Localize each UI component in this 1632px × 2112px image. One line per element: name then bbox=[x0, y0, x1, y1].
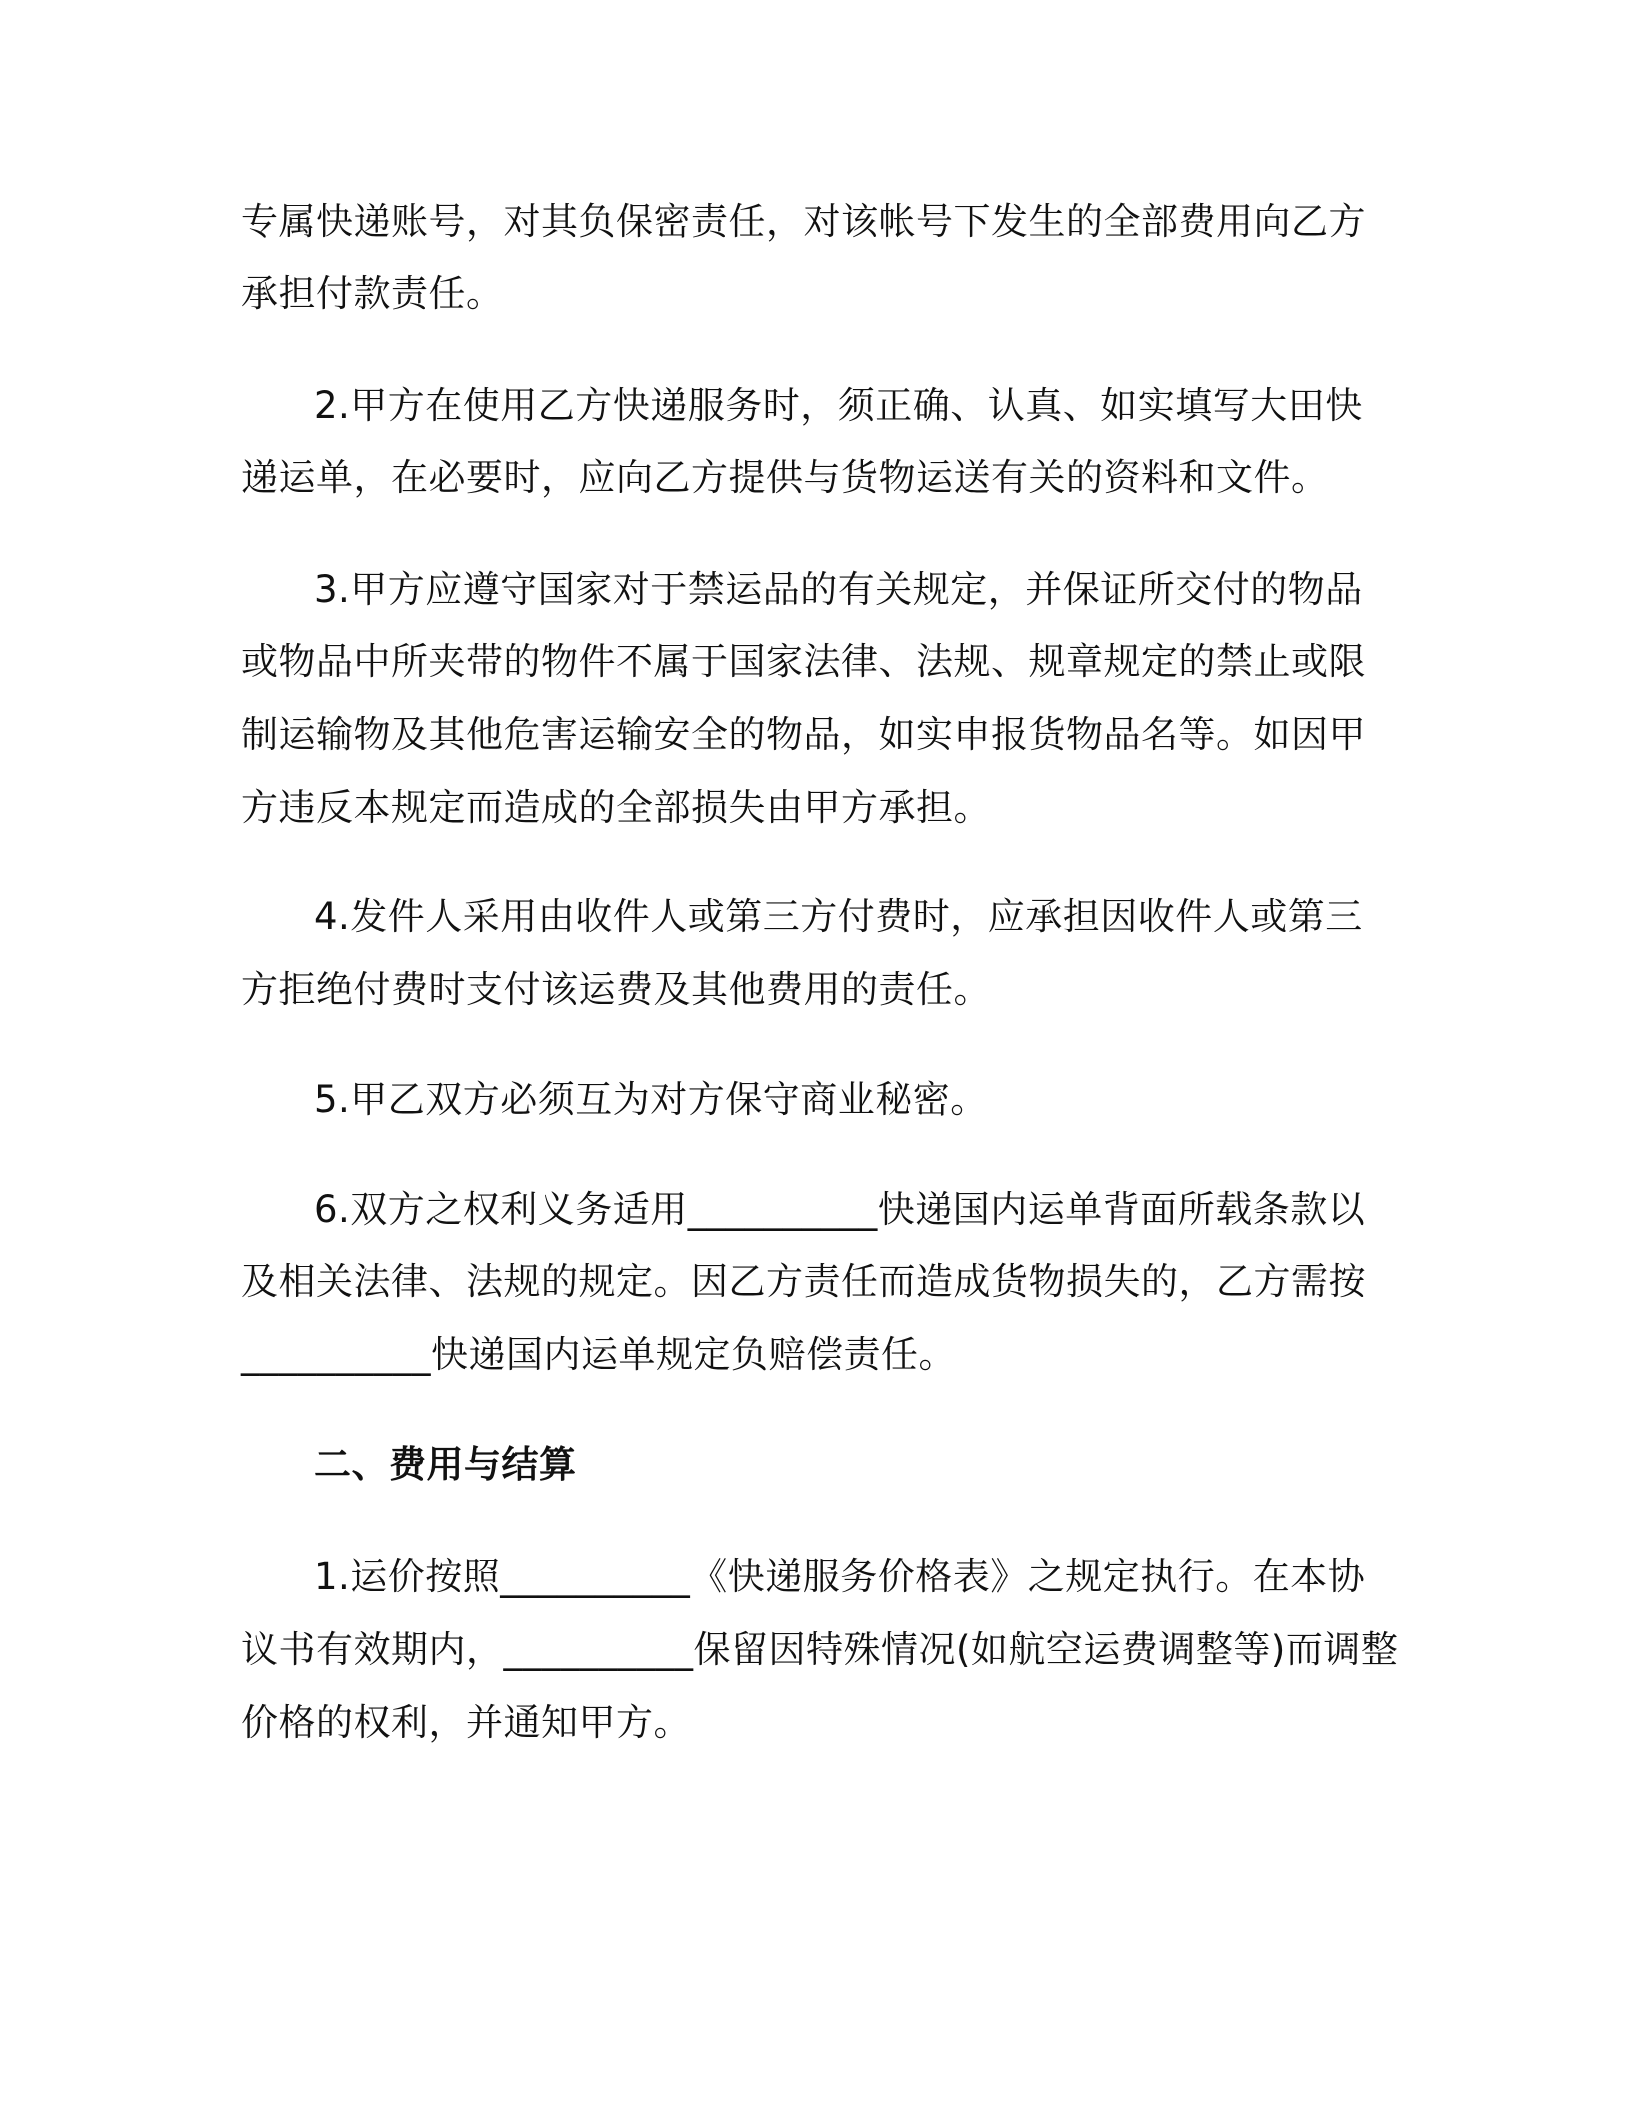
text-line: 制运输物及其他危害运输安全的物品，如实申报货物品名等。如因甲 bbox=[241, 713, 1366, 756]
text-line: __________快递国内运单规定负赔偿责任。 bbox=[241, 1333, 956, 1376]
text-line: 5.甲乙双方必须互为对方保守商业秘密。 bbox=[314, 1078, 988, 1121]
text-line: 专属快递账号，对其负保密责任，对该帐号下发生的全部费用向乙方 bbox=[241, 200, 1366, 243]
section-heading: 二、费用与结算 bbox=[314, 1443, 577, 1486]
text-line: 价格的权利，并通知甲方。 bbox=[241, 1701, 691, 1744]
text-line: 方拒绝付费时支付该运费及其他费用的责任。 bbox=[241, 968, 991, 1011]
text-line: 承担付款责任。 bbox=[241, 272, 504, 315]
text-line: 6.双方之权利义务适用__________快递国内运单背面所载条款以 bbox=[314, 1188, 1366, 1231]
text-line: 递运单，在必要时，应向乙方提供与货物运送有关的资料和文件。 bbox=[241, 456, 1329, 499]
text-line: 2.甲方在使用乙方快递服务时，须正确、认真、如实填写大田快 bbox=[314, 384, 1363, 427]
text-line: 1.运价按照__________《快递服务价格表》之规定执行。在本协 bbox=[314, 1555, 1366, 1598]
text-line: 或物品中所夹带的物件不属于国家法律、法规、规章规定的禁止或限 bbox=[241, 640, 1366, 683]
text-line: 及相关法律、法规的规定。因乙方责任而造成货物损失的，乙方需按 bbox=[241, 1260, 1366, 1303]
text-line: 4.发件人采用由收件人或第三方付费时，应承担因收件人或第三 bbox=[314, 895, 1363, 938]
text-line: 方违反本规定而造成的全部损失由甲方承担。 bbox=[241, 786, 991, 829]
text-line: 3.甲方应遵守国家对于禁运品的有关规定，并保证所交付的物品 bbox=[314, 568, 1363, 611]
text-line: 议书有效期内，__________保留因特殊情况(如航空运费调整等)而调整 bbox=[241, 1628, 1399, 1671]
